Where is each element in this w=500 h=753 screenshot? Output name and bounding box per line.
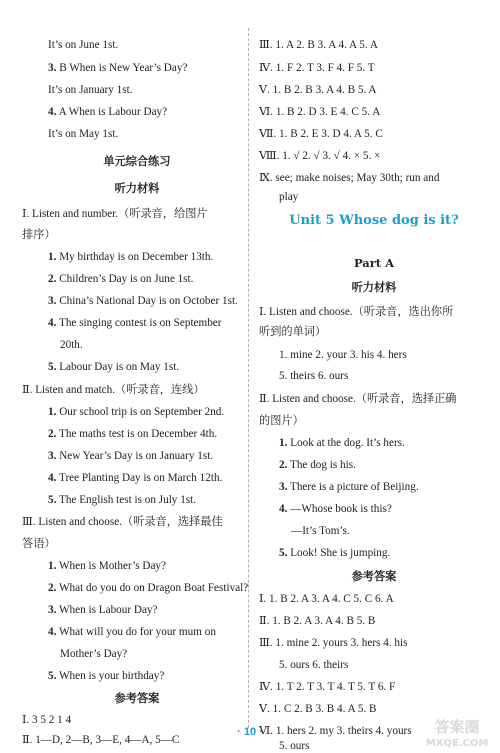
list-item: 4. —Whose book is this? bbox=[279, 503, 392, 515]
answer-line: Ⅴ. 1. C 2. B 3. B 4. A 5. B bbox=[259, 703, 377, 715]
answer-line: Ⅶ. 1. B 2. E 3. D 4. A 5. C bbox=[259, 128, 383, 140]
question-title: Ⅱ. Listen and choose.（听录音，选择正确 bbox=[259, 393, 457, 405]
answer-line: Ⅵ. 1. B 2. D 3. E 4. C 5. A bbox=[259, 106, 381, 118]
part-title: Part A bbox=[353, 256, 395, 270]
question-title: 听到的单词） bbox=[259, 326, 327, 338]
answer-line: Ⅱ. 1. B 2. A 3. A 4. B 5. B bbox=[259, 615, 376, 627]
list-item: 3. There is a picture of Beijing. bbox=[279, 481, 419, 493]
answer-line: Ⅰ. 1. B 2. A 3. A 4. C 5. C 6. A bbox=[259, 593, 394, 605]
list-item: 5. Look! She is jumping. bbox=[279, 547, 391, 559]
page-number: · 10 · bbox=[237, 726, 263, 738]
text-line: 3. B When is New Year’s Day? bbox=[48, 62, 188, 74]
svg-text:答案圈: 答案圈 bbox=[434, 718, 480, 736]
list-item: 2. Children’s Day is on June 1st. bbox=[48, 273, 194, 285]
question-title: 排序） bbox=[22, 229, 56, 241]
list-item: 1. Our school trip is on September 2nd. bbox=[48, 406, 225, 418]
list-item: 5. When is your birthday? bbox=[48, 670, 165, 682]
svg-text:MXQE.COM: MXQE.COM bbox=[425, 738, 489, 749]
text-line: 4. A When is Labour Day? bbox=[48, 106, 168, 118]
list-item: 1. mine 2. your 3. his 4. hers bbox=[279, 349, 407, 361]
answer-line: 5. ours bbox=[279, 740, 310, 752]
answer-line: Ⅷ. 1. √ 2. √ 3. √ 4. × 5. × bbox=[259, 150, 381, 162]
answer-line: Ⅲ. 1. A 2. B 3. A 4. A 5. A bbox=[259, 39, 378, 51]
text-line: It’s on January 1st. bbox=[48, 84, 133, 96]
list-item: 2. What do you do on Dragon Boat Festival? bbox=[48, 582, 249, 594]
list-item: 1. Look at the dog. It’s hers. bbox=[279, 437, 405, 449]
question-title: 的图片） bbox=[259, 415, 304, 427]
column-divider bbox=[248, 28, 249, 728]
watermark-logo bbox=[416, 716, 498, 750]
answer-line: Ⅲ. 1. mine 2. yours 3. hers 4. his bbox=[259, 637, 408, 649]
list-item: Mother’s Day? bbox=[60, 648, 128, 660]
answer-line: Ⅰ. 3 5 2 1 4 bbox=[22, 714, 72, 726]
list-item: 20th. bbox=[60, 339, 83, 351]
answer-line: Ⅸ. see; make noises; May 30th; run and bbox=[259, 172, 440, 184]
question-title: Ⅲ. Listen and choose.（听录音，选择最佳 bbox=[22, 516, 223, 528]
list-item: 4. Tree Planting Day is on March 12th. bbox=[48, 472, 223, 484]
answer-line: Ⅳ. 1. F 2. T 3. F 4. F 5. T bbox=[259, 62, 375, 74]
list-item: 5. theirs 6. ours bbox=[279, 370, 349, 382]
list-item: 4. The singing contest is on September bbox=[48, 317, 222, 329]
list-item: 3. New Year’s Day is on January 1st. bbox=[48, 450, 214, 462]
question-title: 答语） bbox=[22, 538, 56, 550]
answer-line: Ⅱ. 1—D, 2—B, 3—E, 4—A, 5—C bbox=[22, 734, 180, 746]
list-item: —It’s Tom’s. bbox=[291, 525, 350, 537]
list-item: 1. When is Mother’s Day? bbox=[48, 560, 166, 572]
listening-title: 听力材料 bbox=[351, 281, 397, 294]
answer-line: 5. ours 6. theirs bbox=[279, 659, 349, 671]
text-line: It’s on May 1st. bbox=[48, 128, 119, 140]
question-title: Ⅰ. Listen and choose.（听录音，选出你所 bbox=[259, 306, 454, 318]
list-item: 3. China’s National Day is on October 1st. bbox=[48, 295, 238, 307]
list-item: 1. My birthday is on December 13th. bbox=[48, 251, 214, 263]
list-item: 3. When is Labour Day? bbox=[48, 604, 158, 616]
answers-title: 参考答案 bbox=[114, 692, 160, 705]
list-item: 2. The dog is his. bbox=[279, 459, 356, 471]
question-title: Ⅱ. Listen and match.（听录音，连线） bbox=[22, 384, 205, 396]
list-item: 5. Labour Day is on May 1st. bbox=[48, 361, 180, 373]
text-line: It’s on June 1st. bbox=[48, 39, 119, 51]
answers-title: 参考答案 bbox=[351, 570, 397, 583]
list-item: 5. The English test is on July 1st. bbox=[48, 494, 197, 506]
list-item: 2. The maths test is on December 4th. bbox=[48, 428, 218, 440]
section-title: 单元综合练习 bbox=[103, 155, 171, 168]
answer-line: Ⅴ. 1. B 2. B 3. A 4. B 5. A bbox=[259, 84, 377, 96]
list-item: 4. What will you do for your mum on bbox=[48, 626, 216, 638]
answer-line: Ⅵ. 1. hers 2. my 3. theirs 4. yours bbox=[259, 725, 412, 737]
unit-title: Unit 5 Whose dog is it? bbox=[289, 213, 459, 228]
answer-line: play bbox=[279, 191, 299, 203]
listening-title: 听力材料 bbox=[114, 182, 160, 195]
answer-line: Ⅳ. 1. T 2. T 3. T 4. T 5. T 6. F bbox=[259, 681, 396, 693]
question-title: Ⅰ. Listen and number.（听录音，给图片 bbox=[22, 208, 208, 220]
